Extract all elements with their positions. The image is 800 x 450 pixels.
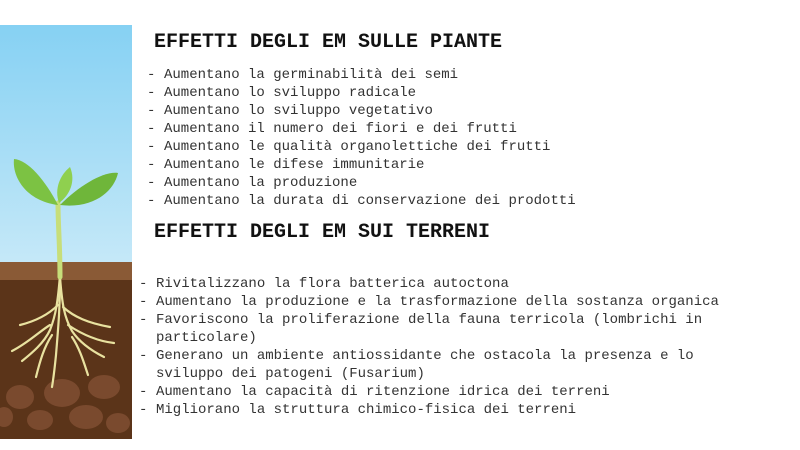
list-item: - Rivitalizzano la flora batterica autoctona (139, 276, 509, 292)
list-item: - Aumentano le qualità organolettiche dei frutti (147, 139, 551, 155)
list-item: - Aumentano la produzione e la trasformazione della sostanza organica (139, 294, 719, 310)
list-item: - Aumentano la produzione (147, 175, 358, 191)
list-item: - Aumentano le difese immunitarie (147, 157, 425, 173)
list-item: - Favoriscono la proliferazione della fauna terricola (lombrichi in particolare) (139, 312, 703, 346)
plants-effects-list (147, 66, 576, 210)
list-item: - Aumentano la durata di conservazione dei prodotti (147, 193, 576, 209)
plant-stem (58, 203, 60, 277)
section-plants-title: EFFETTI DEGLI EM SULLE PIANTE (154, 31, 503, 54)
list-item: - Aumentano il numero dei fiori e dei frutti (147, 121, 517, 137)
list-item: - Generano un ambiente antiossidante che ostacola la presenza e lo sviluppo dei patogeni (Fusarium) (139, 348, 694, 382)
list-item: - Migliorano la struttura chimico-fisica dei terreni (139, 402, 577, 418)
soil-surface (0, 262, 132, 280)
list-item: - Aumentano lo sviluppo vegetativo (147, 103, 433, 119)
section-soil-title: EFFETTI DEGLI EM SUI TERRENI (154, 221, 491, 244)
list-item: - Aumentano la capacità di ritenzione idrica dei terreni (139, 384, 610, 400)
sky-background (0, 25, 132, 270)
soil-background (0, 262, 132, 439)
list-item: - Aumentano lo sviluppo radicale (147, 85, 417, 101)
plant-seedling-illustration (0, 25, 132, 439)
soil-effects-list (139, 275, 719, 419)
list-item: - Aumentano la germinabilità dei semi (147, 67, 459, 83)
